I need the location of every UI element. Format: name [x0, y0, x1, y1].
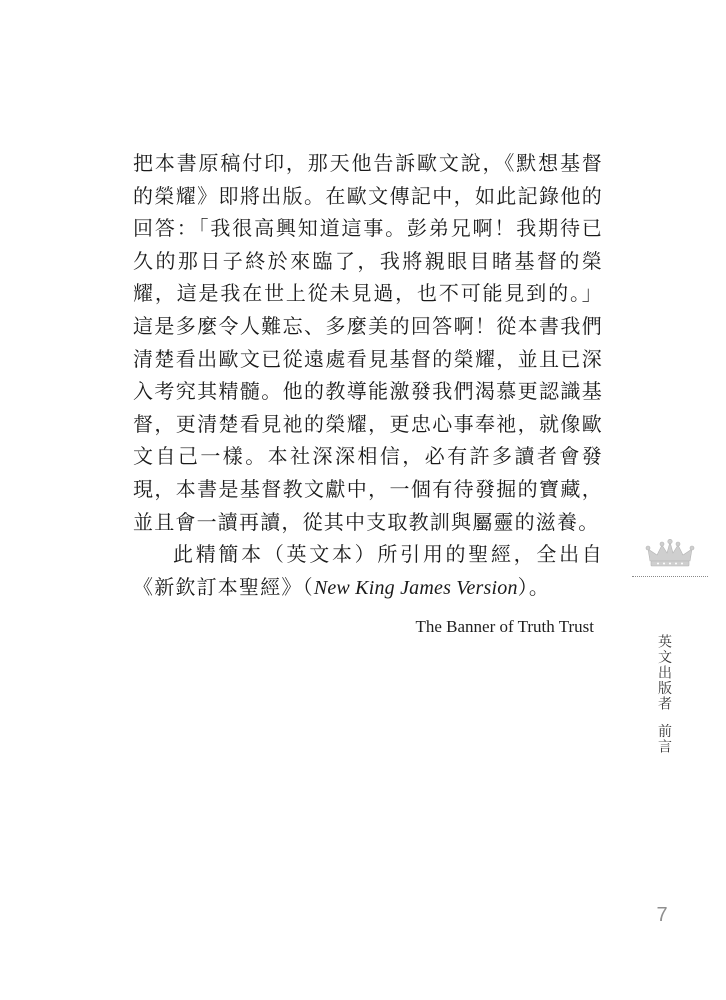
paragraph: 把本書原稿付印，那天他告訴歐文說，《默想基督的榮耀》即將出版。在歐文傳記中，如此記錄他的回答：「我很高興知道這事。彭弟兄啊！我期待已久的那日子終於來臨了，我將親眼目睹基督的榮耀，這是我在世上從未見過，也不可能見到的。」這是多麼令人難忘、多麼美的回答啊！從本書我們清楚看出歐文已從遠處看見基督的榮耀，並且已深入考究其精髓。他的教導能激發我們渴慕更認識基督，更清楚看見祂的榮耀，更忠心事奉祂，就像歐文自己一樣。本社深深相信，必有許多讀者會發現，本書是基督教文獻中，一個有待發掘的寶藏，並且會一讀再讀，從其中支取教訓與屬靈的滋養。	[133, 151, 603, 534]
page-number: 7	[656, 904, 668, 926]
paragraph-text: 此精簡本（英文本）所引用的聖經，全出自《新欽訂本聖經》（	[133, 542, 603, 599]
page-body	[133, 147, 603, 604]
publisher-signature: The Banner of Truth Trust	[415, 617, 594, 636]
divider	[632, 576, 708, 577]
running-head-subsection: 前言	[656, 723, 672, 755]
crown-icon	[644, 539, 696, 569]
paragraph-text: ）。	[517, 574, 551, 599]
bible-version-title: New King James Version	[313, 576, 518, 599]
running-head	[652, 634, 674, 814]
paragraph	[133, 538, 603, 604]
running-head-section: 英文出版者	[656, 634, 672, 712]
